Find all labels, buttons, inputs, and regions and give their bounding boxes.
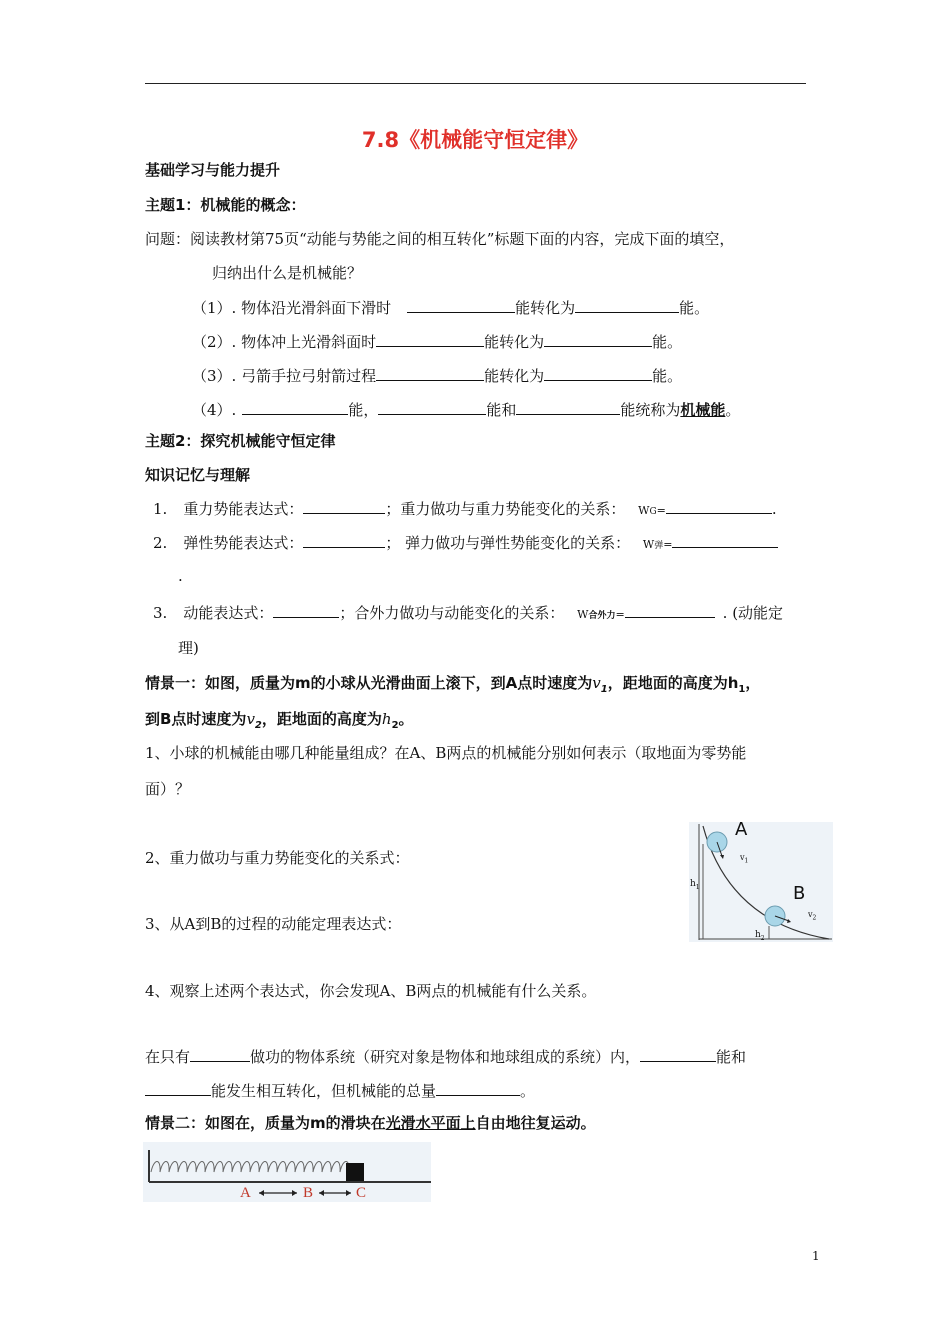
item-1-w: W <box>638 504 650 517</box>
scene-1-vs: 1 <box>600 684 608 695</box>
item-1-blank-a[interactable] <box>303 498 385 514</box>
fill-2-post: 能。 <box>652 333 683 351</box>
item-3-eq: = <box>615 608 625 621</box>
topic-1-heading: 主题1：机械能的概念： <box>145 196 306 214</box>
fill-4-end: 。 <box>725 401 741 419</box>
question-1: 1、小球的机械能由哪几种能量组成？在A、B两点的机械能分别如何表示（取地面为零势能 <box>145 744 747 762</box>
concl-t2: 做功的物体系统（研究对象是物体和地球组成的系统）内， <box>250 1048 641 1066</box>
scene-1b-h: h <box>381 710 392 728</box>
h1-letter: h <box>690 879 696 889</box>
scene-1-t2: ，距地面的高度为h <box>607 674 739 692</box>
concl-b-t1: 能发生相互转化，但机械能的总量 <box>211 1082 437 1100</box>
fill-2-pre: （2）. 物体冲上光滑斜面时 <box>192 333 377 351</box>
item-3-b: ；合外力做功与动能变化的关系： <box>339 604 565 622</box>
item-3-blank-a[interactable] <box>273 602 339 618</box>
spring-point-b: B <box>303 1185 314 1201</box>
item-2-a: 弹性势能表达式： <box>183 534 304 552</box>
question-2: 2、重力做功与重力势能变化的关系式： <box>145 849 410 867</box>
concl-blank-a[interactable] <box>190 1046 250 1062</box>
item-1-a: 重力势能表达式： <box>183 500 304 518</box>
fill-4-blank-b[interactable] <box>378 399 486 415</box>
scene-1b-v: v <box>246 710 255 728</box>
fill-3-blank-a[interactable] <box>376 365 484 381</box>
fill-line-3 <box>192 365 682 386</box>
scene-1b-t1: 到B点时速度为 <box>145 710 247 728</box>
item-3-a: 动能表达式： <box>183 604 274 622</box>
point-a-label: A <box>735 819 748 840</box>
item-3-sub: 合外力 <box>588 611 616 621</box>
fill-2-blank-a[interactable] <box>376 331 484 347</box>
h1-label <box>690 874 700 898</box>
item-1-blank-b[interactable] <box>666 498 772 514</box>
fill-4-b: 能和 <box>486 401 517 419</box>
knowledge-heading: 知识记忆与理解 <box>145 466 251 484</box>
item-3 <box>153 602 783 626</box>
spring-point-a: A <box>240 1185 251 1201</box>
v1-sub: 1 <box>744 857 749 865</box>
item-3-end: . (动能定 <box>722 604 784 622</box>
h1-sub: 1 <box>695 883 700 891</box>
scene-1-line-1 <box>145 673 760 700</box>
scene-2-t2: 自由地往复运动。 <box>475 1114 596 1132</box>
scene-2-line <box>145 1113 596 1133</box>
h2-sub: 2 <box>760 934 765 942</box>
scene-2-underlined: 光滑水平面上 <box>385 1114 476 1132</box>
item-2-blank-a[interactable] <box>303 532 385 548</box>
mechanical-energy-term: 机械能 <box>680 401 726 419</box>
item-2-sub: 弹 <box>654 541 664 551</box>
h2-label <box>755 925 765 949</box>
h2-letter: h <box>755 930 761 940</box>
v2-label <box>808 905 816 929</box>
item-2-num: 2. <box>153 534 168 552</box>
scene-2-t1: 情景二：如图在，质量为m的滑块在 <box>145 1114 386 1132</box>
page-title: 7.8《机械能守恒定律》 <box>361 128 589 152</box>
concl-blank-c[interactable] <box>145 1080 211 1096</box>
conclusion-line-2 <box>145 1080 535 1101</box>
item-2-w: W <box>642 538 655 551</box>
fill-1-blank-a[interactable] <box>407 297 515 313</box>
concl-b-t2: 。 <box>520 1082 536 1100</box>
fill-line-2 <box>192 331 682 352</box>
scene-1b-t3: 。 <box>398 710 414 728</box>
header-rule <box>145 83 806 84</box>
item-2-end: . <box>178 567 183 585</box>
item-1-sub: G <box>649 507 657 517</box>
fill-1-post: 能。 <box>679 299 710 317</box>
item-3-end2: 理) <box>178 639 199 657</box>
item-2-blank-b[interactable] <box>672 532 778 548</box>
fill-3-post: 能。 <box>652 367 683 385</box>
v1-letter: v <box>740 853 745 862</box>
scene-1-v: v <box>592 674 601 692</box>
item-3-blank-b[interactable] <box>625 602 715 618</box>
fill-3-mid: 能转化为 <box>484 367 545 385</box>
scene-1b-hs: 2 <box>391 720 399 731</box>
item-1-eq: = <box>656 504 666 517</box>
concl-blank-d[interactable] <box>436 1080 520 1096</box>
fill-2-blank-b[interactable] <box>544 331 652 347</box>
fill-4-blank-c[interactable] <box>516 399 620 415</box>
item-1-num: 1. <box>153 500 168 518</box>
v2-sub: 2 <box>812 914 817 922</box>
fill-3-blank-b[interactable] <box>544 365 652 381</box>
spring-point-c: C <box>356 1185 367 1201</box>
fill-2-mid: 能转化为 <box>484 333 545 351</box>
scene-1b-t2: ，距地面的高度为 <box>261 710 382 728</box>
v1-label <box>740 848 748 872</box>
question-3: 3、从A到B的过程的动能定理表达式： <box>145 915 402 933</box>
fill-4-pre: （4）. <box>192 401 237 419</box>
curve-figure <box>689 819 833 942</box>
item-2 <box>153 532 778 556</box>
spring-figure-svg <box>143 1142 431 1202</box>
item-2-b: ； 弹力做功与弹性势能变化的关系： <box>385 534 631 552</box>
fill-1-mid: 能转化为 <box>515 299 576 317</box>
question-4: 4、观察上述两个表达式，你会发现A、B两点的机械能有什么关系。 <box>145 982 597 1000</box>
item-2-eq: = <box>663 538 673 551</box>
section-basic: 基础学习与能力提升 <box>145 161 281 179</box>
v2-letter: v <box>808 910 813 919</box>
scene-1-line-2 <box>145 709 414 736</box>
item-1 <box>153 498 777 522</box>
scene-1-hs: 1 <box>738 684 746 695</box>
fill-line-4 <box>192 399 740 420</box>
item-1-end: . <box>771 500 777 518</box>
concl-t1: 在只有 <box>145 1048 191 1066</box>
question-1-cont: 面）？ <box>145 780 191 798</box>
item-3-w: W <box>577 608 589 621</box>
conclusion-line-1 <box>145 1046 746 1067</box>
concl-blank-b[interactable] <box>640 1046 716 1062</box>
question-text-cont: 归纳出什么是机械能？ <box>212 264 363 282</box>
fill-3-pre: （3）. 弓箭手拉弓射箭过程 <box>192 367 377 385</box>
scene-1b-vs: 2 <box>254 720 262 731</box>
point-b-label: B <box>793 883 806 904</box>
fill-1-blank-b[interactable] <box>575 297 679 313</box>
spring-figure <box>143 1142 431 1202</box>
item-1-b: ；重力做功与重力势能变化的关系： <box>385 500 626 518</box>
concl-t3: 能和 <box>716 1048 747 1066</box>
scene-1-t3: ， <box>745 674 761 692</box>
fill-4-c: 能统称为 <box>620 401 681 419</box>
fill-1-pre: （1）. 物体沿光滑斜面下滑时 <box>192 299 392 317</box>
question-text: 问题：阅读教材第75页“动能与势能之间的相互转化”标题下面的内容，完成下面的填空， <box>145 230 735 248</box>
fill-line-1 <box>192 297 709 318</box>
item-3-num: 3. <box>153 604 168 622</box>
fill-4-blank-a[interactable] <box>242 399 348 415</box>
fill-4-a: 能， <box>348 401 379 419</box>
page-number: 1 <box>812 1249 820 1263</box>
topic-2-heading: 主题2：探究机械能守恒定律 <box>145 432 336 450</box>
scene-1-t1: 情景一：如图，质量为m的小球从光滑曲面上滚下，到A点时速度为 <box>145 674 593 692</box>
